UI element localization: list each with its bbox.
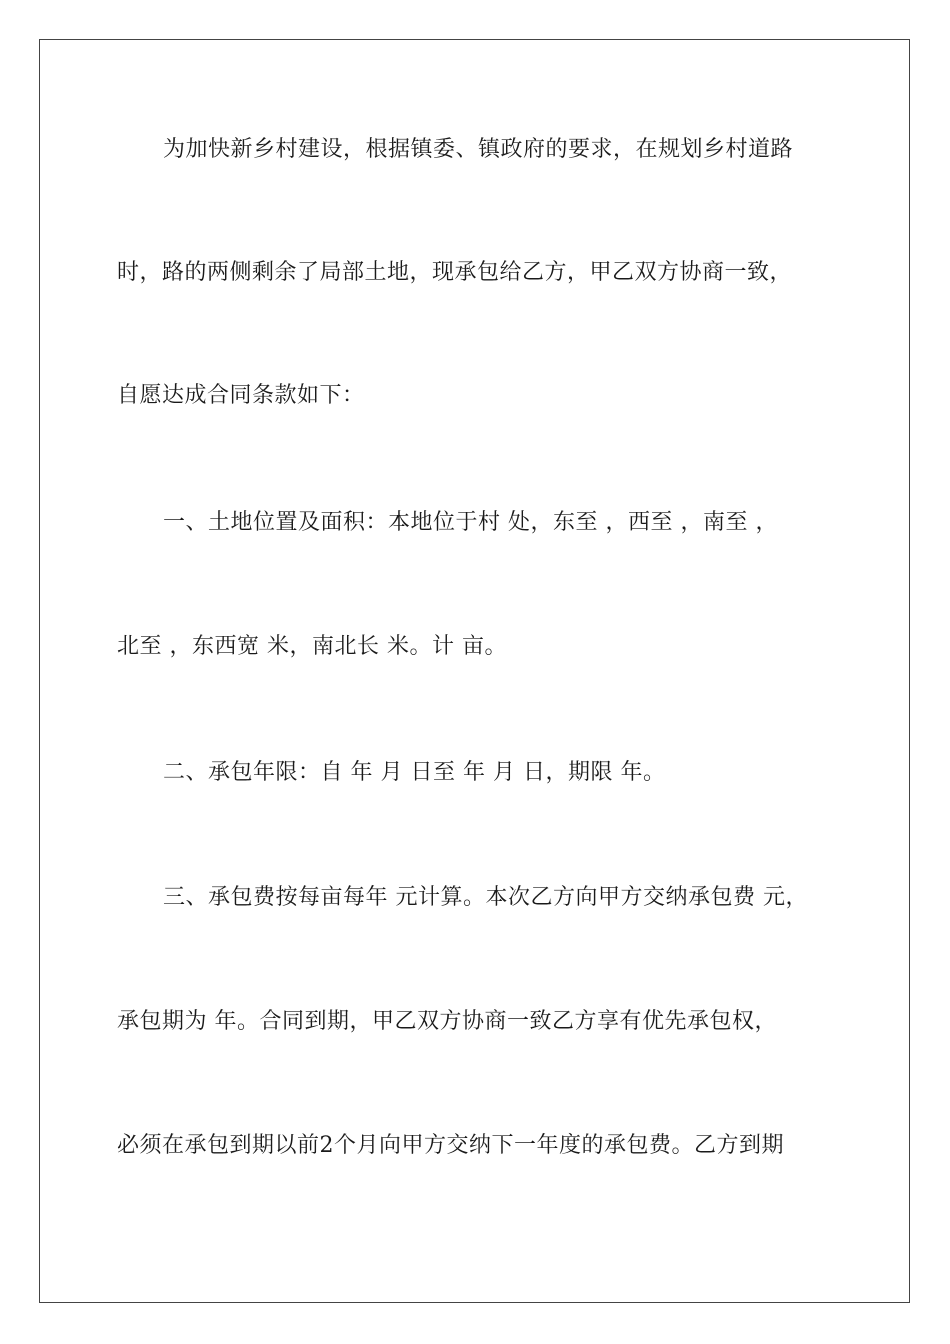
clause-2-line-1: 二、承包年限：自 年 月 日至 年 月 日，期限 年。 [163,760,666,785]
clause-3-line-2: 承包期为 年。合同到期，甲乙双方协商一致乙方享有优先承包权， [117,1009,777,1034]
paragraph-intro-line-1: 为加快新乡村建设，根据镇委、镇政府的要求，在规划乡村道路 [163,137,794,162]
paragraph-intro-line-3: 自愿达成合同条款如下： [117,383,365,408]
clause-3-line-1: 三、承包费按每亩每年 元计算。本次乙方向甲方交纳承包费 元， [163,885,808,910]
clause-1-line-1: 一、土地位置及面积：本地位于村 处，东至 ，西至 ，南至 ， [163,510,778,535]
paragraph-intro-line-2: 时，路的两侧剩余了局部土地，现承包给乙方，甲乙双方协商一致， [117,260,793,285]
page-border [39,39,910,1303]
clause-3-line-3: 必须在承包到期以前2个月向甲方交纳下一年度的承包费。乙方到期 [117,1133,784,1158]
clause-1-line-2: 北至 ，东西宽 米，南北长 米。计 亩。 [117,634,507,659]
